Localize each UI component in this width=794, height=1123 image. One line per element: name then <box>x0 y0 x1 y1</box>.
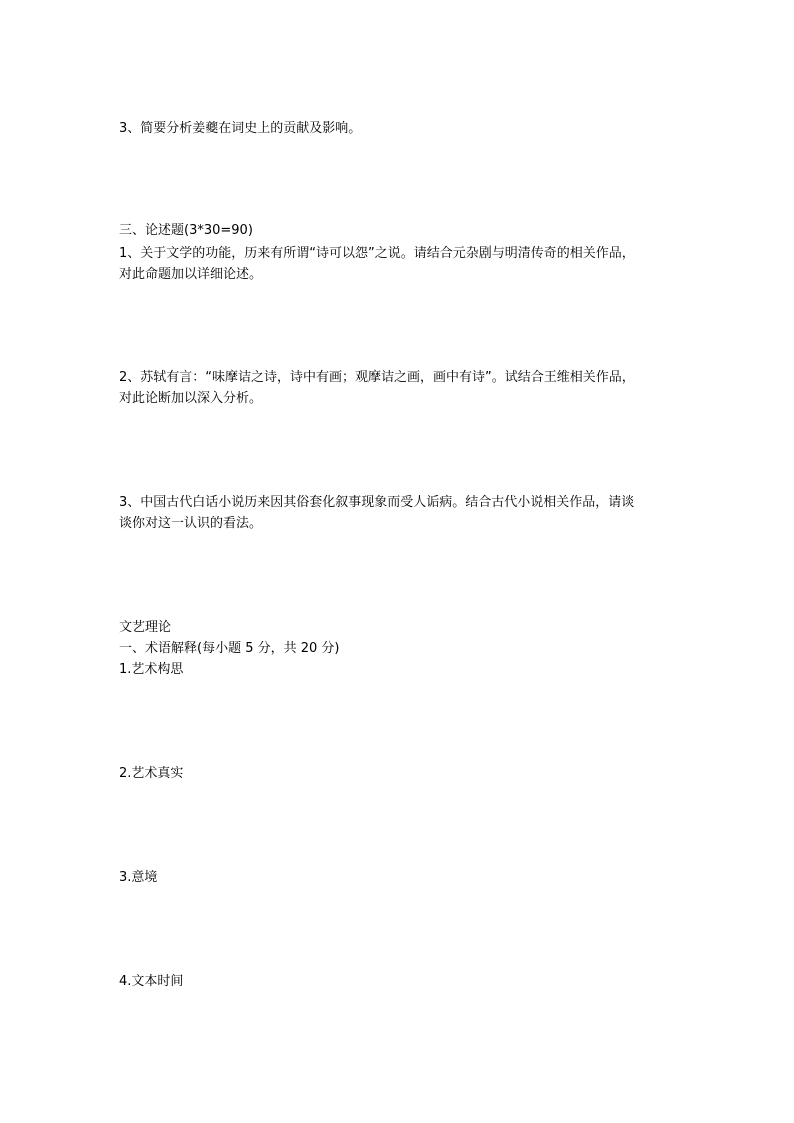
essay-question-2-line-1: 2、苏轼有言：“味摩诘之诗，诗中有画；观摩诘之画，画中有诗”。试结合王维相关作品， <box>119 370 635 385</box>
term-item-3: 3.意境 <box>119 870 158 885</box>
term-item-1: 1.艺术构思 <box>119 662 184 677</box>
essay-question-1-line-2: 对此命题加以详细论述。 <box>119 267 263 282</box>
question-jiang-kui: 3、简要分析姜夔在词史上的贡献及影响。 <box>119 121 362 136</box>
section-one-title: 一、术语解释(每小题 5 分，共 20 分) <box>119 641 340 656</box>
section-three-title: 三、论述题(3*30=90) <box>119 223 253 238</box>
subject-title: 文艺理论 <box>119 620 172 635</box>
essay-question-3-line-2: 谈你对这一认识的看法。 <box>119 516 263 531</box>
essay-question-3-line-1: 3、中国古代白话小说历来因其俗套化叙事现象而受人诟病。结合古代小说相关作品，请谈 <box>119 495 635 510</box>
essay-question-2-line-2: 对此论断加以深入分析。 <box>119 391 263 406</box>
essay-question-1-line-1: 1、关于文学的功能，历来有所谓“诗可以怨”之说。请结合元杂剧与明清传奇的相关作品， <box>119 246 635 261</box>
term-item-4: 4.文本时间 <box>119 974 184 989</box>
term-item-2: 2.艺术真实 <box>119 766 184 781</box>
